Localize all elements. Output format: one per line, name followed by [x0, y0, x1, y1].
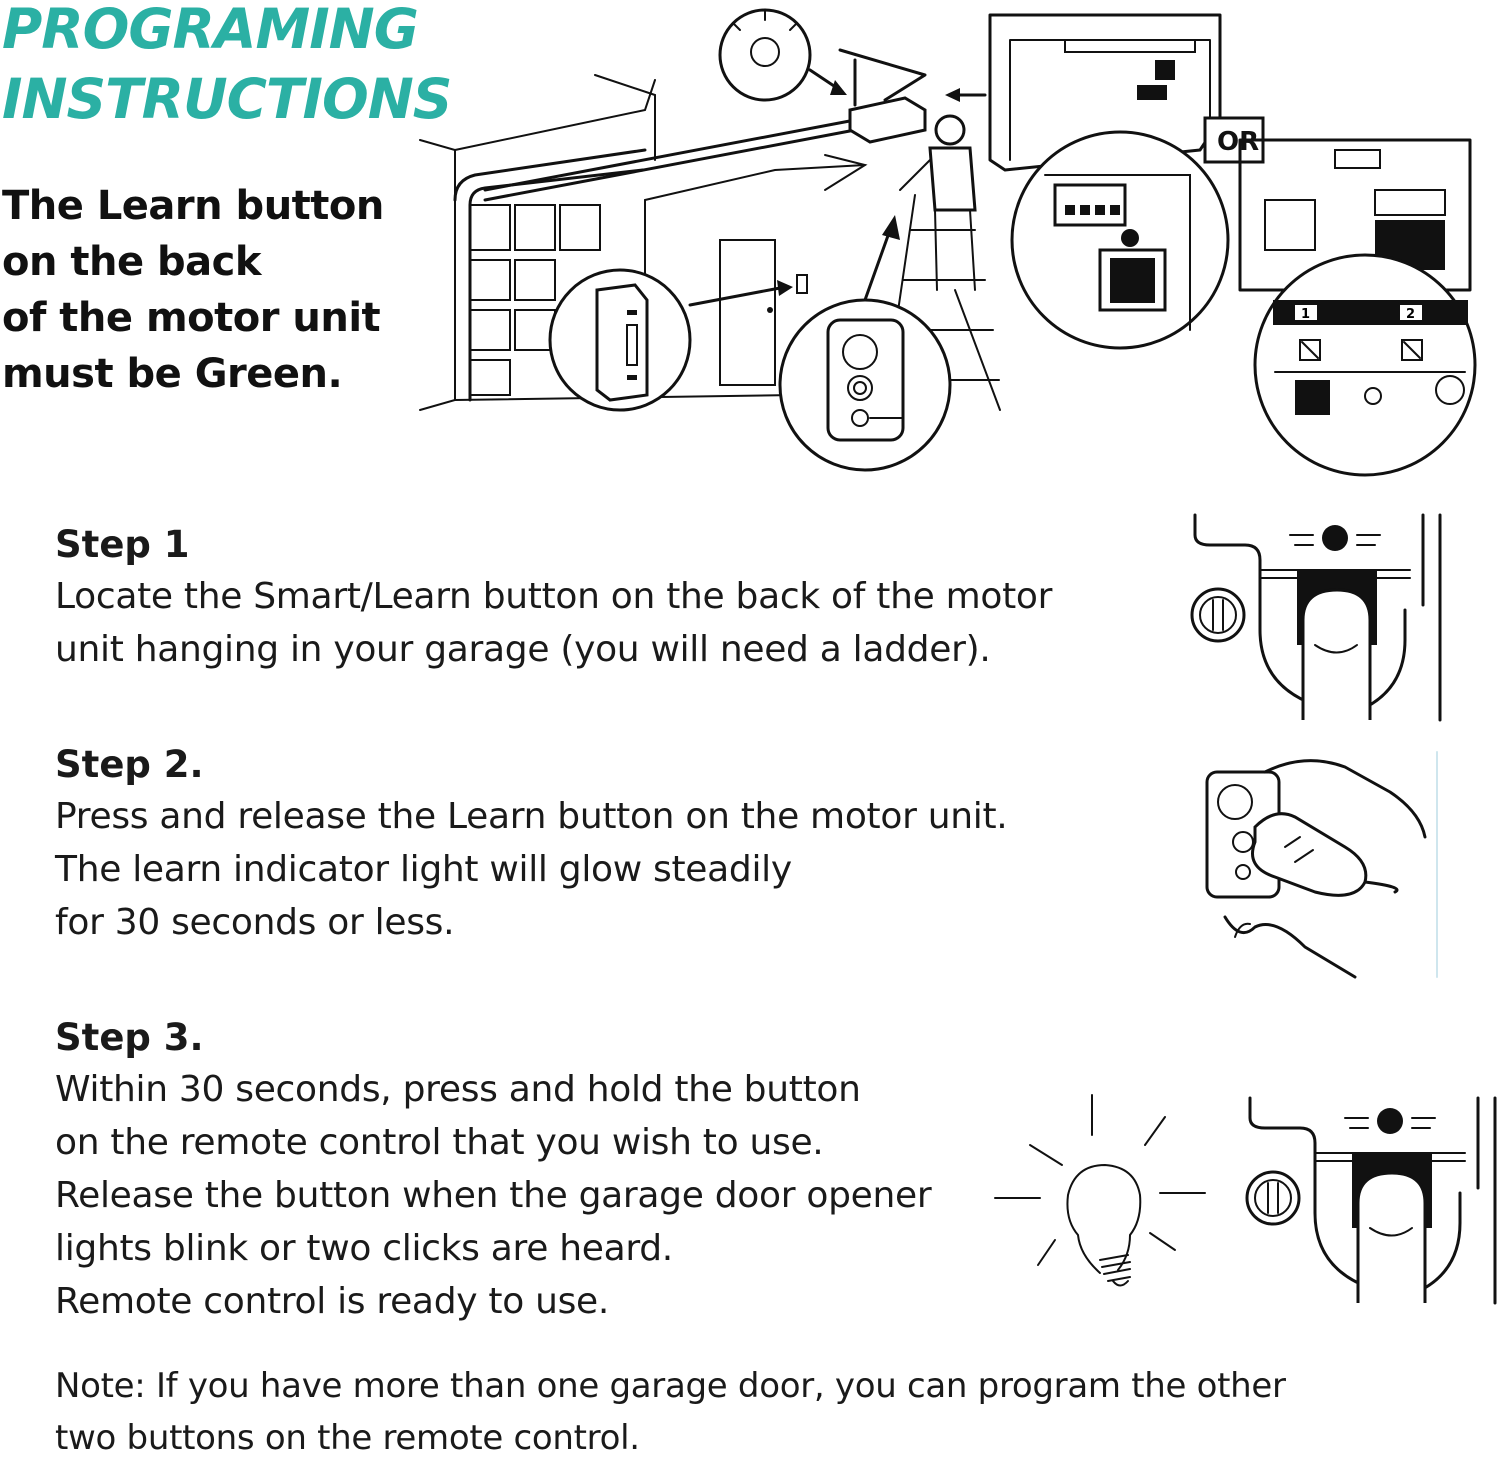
intro-line-2: on the back [2, 239, 261, 285]
intro-line-1: The Learn button [2, 183, 384, 229]
terminal-zoom [1255, 255, 1475, 475]
title-line-2: INSTRUCTIONS [2, 67, 452, 131]
intro-line-4: must be Green. [2, 351, 343, 397]
intro-text [2, 178, 384, 402]
step-3-illustration [1240, 1093, 1500, 1308]
step-1-line-1: Locate the Smart/Learn button on the back of the motor [55, 576, 1053, 617]
note-text [55, 1360, 1485, 1464]
wall-button-callout [550, 270, 793, 410]
step-3-line-4: lights blink or two clicks are heard. [55, 1228, 673, 1269]
step-3-heading: Step 3. [55, 1016, 204, 1059]
step-2-heading: Step 2. [55, 743, 204, 786]
step-2-illustration [1195, 752, 1445, 982]
step-1 [55, 520, 1052, 676]
step-3-line-5: Remote control is ready to use. [55, 1281, 610, 1322]
step-1-illustration [1185, 510, 1445, 725]
page-title [2, 0, 451, 134]
step-2-line-1: Press and release the Learn button on the motor unit. [55, 796, 1008, 837]
note-line-1: Note: If you have more than one garage door, you can program the other [55, 1366, 1286, 1406]
learn-button-zoom [1012, 132, 1228, 348]
step-3-line-1: Within 30 seconds, press and hold the button [55, 1069, 861, 1110]
motor-unit [850, 98, 925, 142]
step-3-line-3: Release the button when the garage door opener [55, 1175, 932, 1216]
intro-line-3: of the motor unit [2, 295, 381, 341]
bulb-callout [720, 10, 847, 100]
light-bulb-icon [990, 1095, 1210, 1295]
remote-callout [780, 215, 950, 470]
step-2-line-2: The learn indicator light will glow steadily [55, 849, 792, 890]
terminal-2-label: 2 [1406, 307, 1416, 322]
title-line-1: PROGRAMING [2, 0, 418, 61]
step-3 [55, 1013, 931, 1328]
garage-diagram [415, 0, 1495, 470]
step-1-heading: Step 1 [55, 523, 190, 566]
step-2-line-3: for 30 seconds or less. [55, 902, 455, 943]
step-1-text [55, 570, 1052, 676]
terminal-1-label: 1 [1301, 307, 1311, 322]
step-2-text [55, 790, 1007, 949]
step-2 [55, 740, 1007, 949]
note-line-2: two buttons on the remote control. [55, 1418, 640, 1458]
or-label: OR [1217, 127, 1260, 157]
step-1-line-2: unit hanging in your garage (you will need a ladder). [55, 629, 991, 670]
step-3-text [55, 1063, 931, 1328]
step-3-line-2: on the remote control that you wish to use. [55, 1122, 824, 1163]
